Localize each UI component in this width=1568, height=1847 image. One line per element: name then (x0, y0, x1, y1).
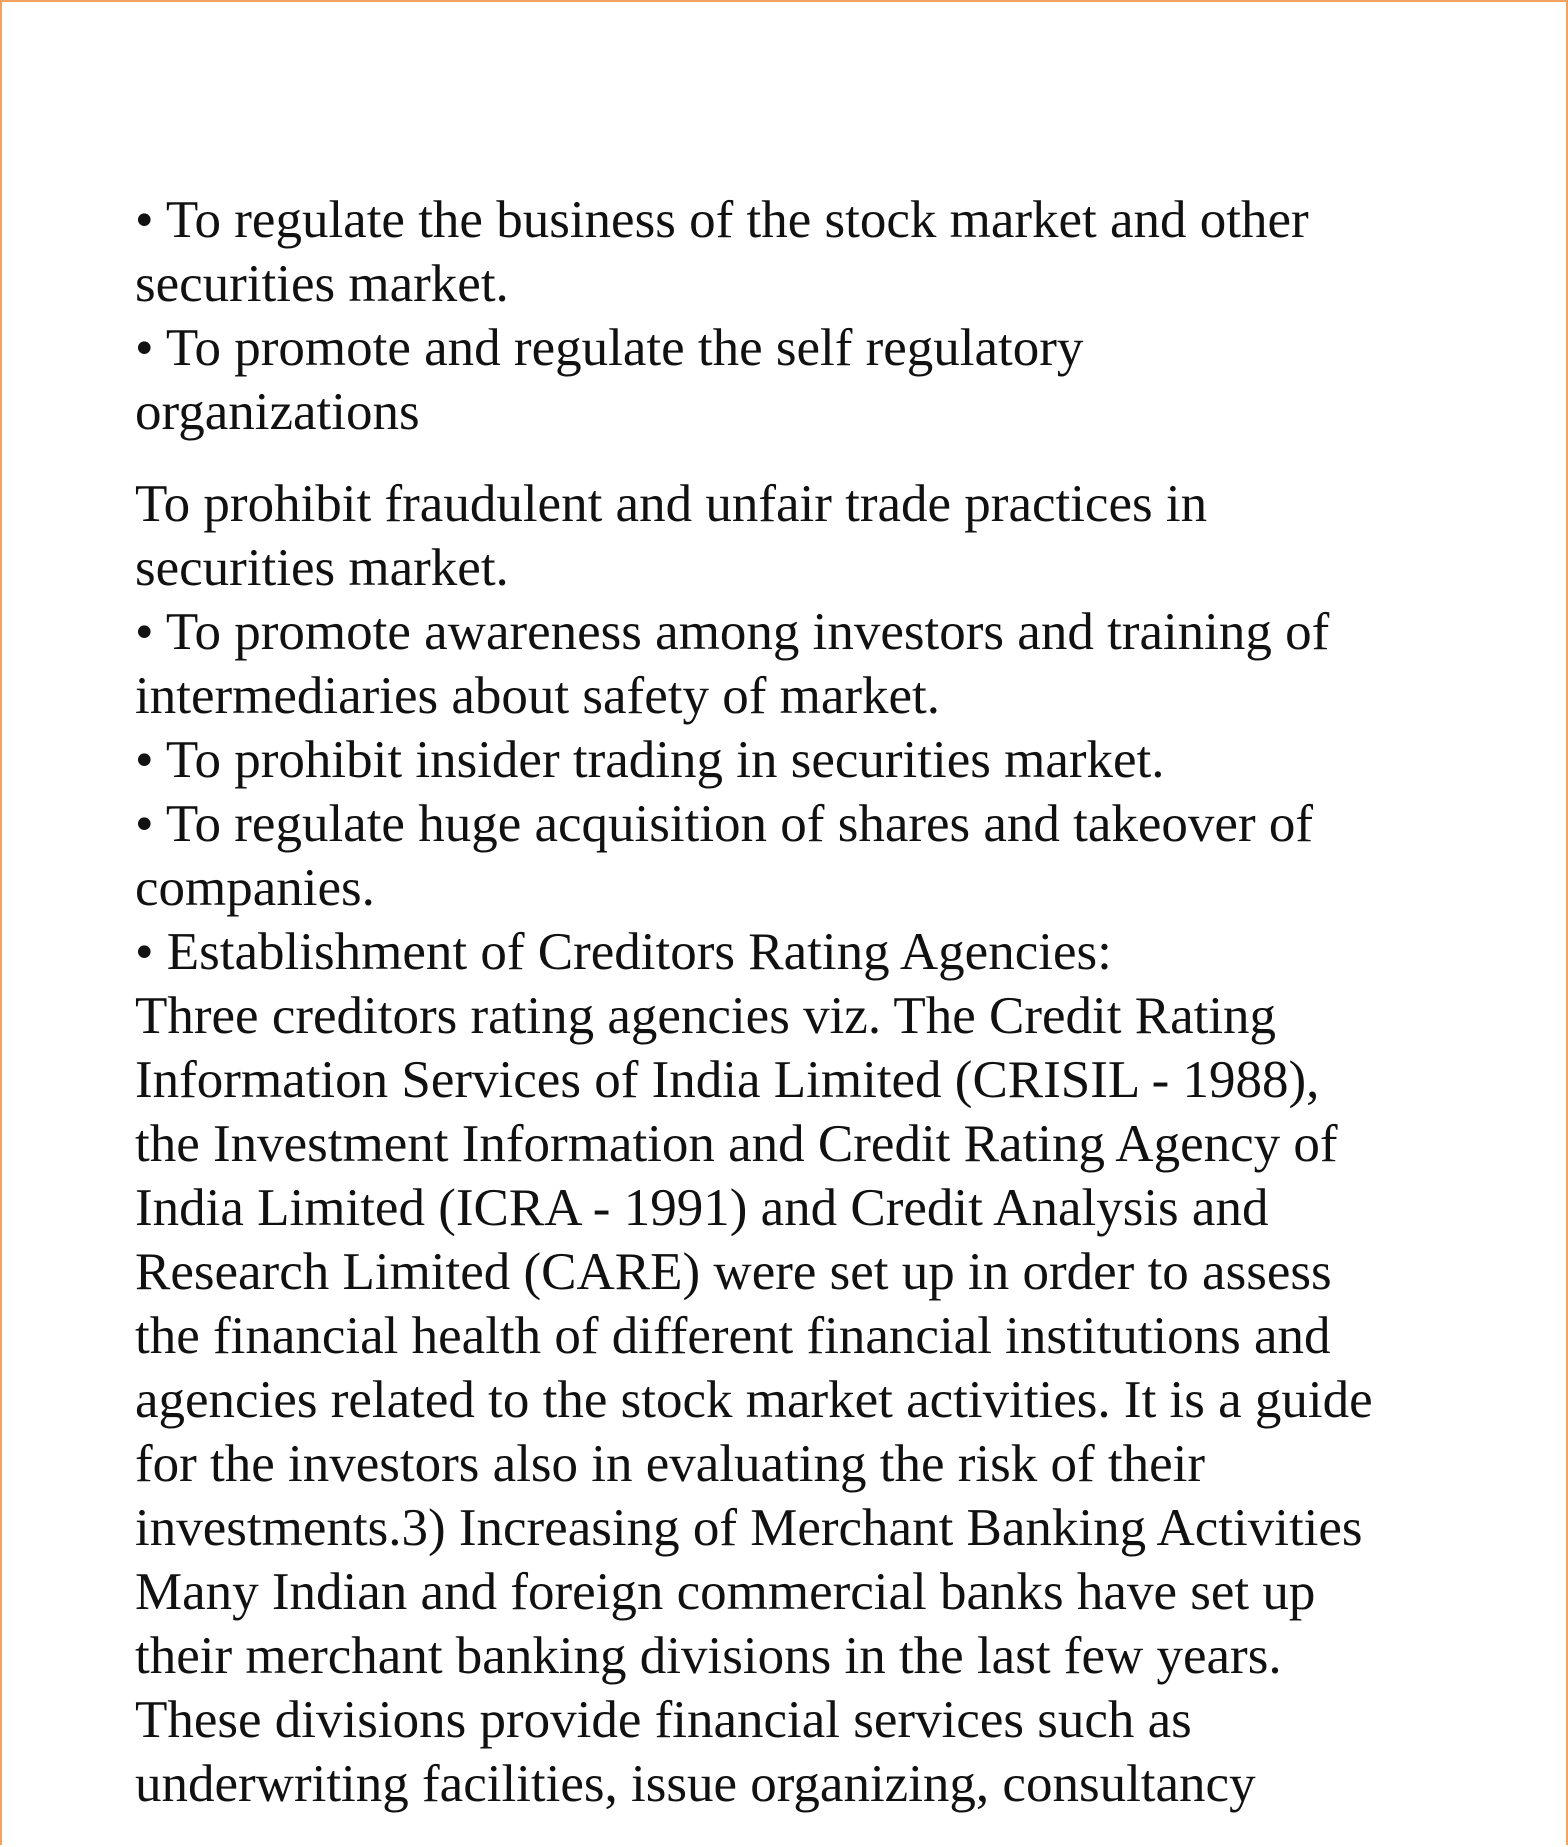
text-line: These divisions provide financial services such as (135, 1691, 1192, 1749)
text-line: • To regulate the business of the stock market and other (135, 191, 1309, 249)
text-line: organizations (135, 383, 420, 441)
text-line: their merchant banking divisions in the last few years. (135, 1627, 1282, 1685)
text-line: companies. (135, 859, 375, 917)
text-line: Three creditors rating agencies viz. The Credit Rating (135, 987, 1277, 1045)
text-line: To prohibit fraudulent and unfair trade practices in (135, 475, 1208, 533)
text-line: • Establishment of Creditors Rating Agencies: (135, 923, 1112, 981)
text-line: • To promote and regulate the self regulatory (135, 319, 1084, 377)
text-line: agencies related to the stock market activities. It is a guide (135, 1371, 1373, 1429)
text-line: • To prohibit insider trading in securities market. (135, 731, 1165, 789)
text-line: securities market. (135, 539, 509, 597)
text-line: intermediaries about safety of market. (135, 667, 940, 725)
text-line: for the investors also in evaluating the risk of their (135, 1435, 1206, 1493)
document-body (135, 188, 1455, 1816)
text-line: underwriting facilities, issue organizing, consultancy (135, 1755, 1256, 1813)
text-line: • To regulate huge acquisition of shares and takeover of (135, 795, 1314, 853)
text-line: the financial health of different financial institutions and (135, 1307, 1331, 1365)
text-line: Information Services of India Limited (CRISIL - 1988), (135, 1051, 1320, 1109)
paragraph-gap (135, 444, 1455, 472)
text-line: Many Indian and foreign commercial banks have set up (135, 1563, 1316, 1621)
text-line: investments.3) Increasing of Merchant Banking Activities (135, 1499, 1363, 1557)
text-line: India Limited (ICRA - 1991) and Credit Analysis and (135, 1179, 1269, 1237)
text-line: the Investment Information and Credit Rating Agency of (135, 1115, 1338, 1173)
text-line: Research Limited (CARE) were set up in order to assess (135, 1243, 1332, 1301)
text-line: • To promote awareness among investors and training of (135, 603, 1330, 661)
text-line: securities market. (135, 255, 509, 313)
